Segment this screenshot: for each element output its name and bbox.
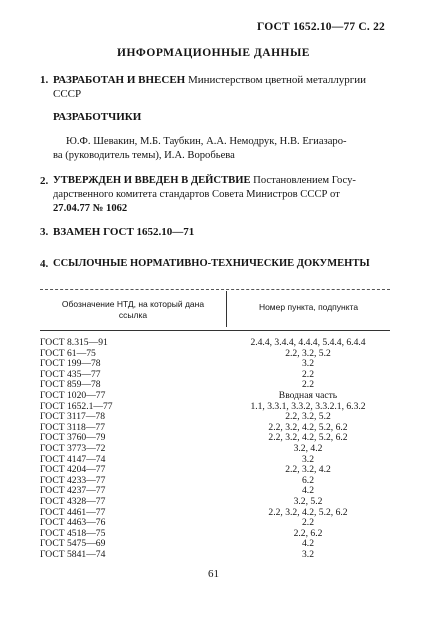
table-body xyxy=(40,338,390,560)
section-3-number: 3. xyxy=(40,226,49,238)
table-cell-document: ГОСТ 3760—79 xyxy=(40,432,106,444)
table-cell-document: ГОСТ 4147—74 xyxy=(40,453,106,465)
table-cell-clauses: 2.2, 3.2, 5.2 xyxy=(285,347,331,359)
table-header-rule xyxy=(40,330,390,331)
table-cell-clauses: 6.2 xyxy=(302,474,314,486)
table-cell-clauses: 2.2, 3.2, 4.2 xyxy=(285,464,331,476)
table-cell-document: ГОСТ 435—77 xyxy=(40,368,101,380)
table-cell-clauses: 3.2 xyxy=(302,453,314,465)
section-1-number: 1. xyxy=(40,74,49,86)
table-cell-document: ГОСТ 4463—76 xyxy=(40,517,106,529)
table-header-document xyxy=(40,299,226,321)
table-cell-document: ГОСТ 61—75 xyxy=(40,347,96,359)
table-cell-document: ГОСТ 859—78 xyxy=(40,379,101,391)
section-2-text-line3: 27.04.77 № 1062 xyxy=(53,203,128,214)
page-number: 61 xyxy=(208,568,219,580)
section-2-number: 2. xyxy=(40,175,49,187)
table-row xyxy=(40,444,390,455)
section-1-caption: РАЗРАБОТАН И ВНЕСЕН xyxy=(53,74,186,86)
table-cell-clauses: 3.2, 4.2 xyxy=(293,442,323,454)
table-header-document-line-2: ссылка xyxy=(118,310,148,320)
table-cell-clauses: 4.2 xyxy=(302,538,314,550)
table-cell-clauses: 2.2, 3.2, 4.2, 5.2, 6.2 xyxy=(268,432,348,444)
table-cell-document: ГОСТ 3117—78 xyxy=(40,411,106,423)
section-1-text: Министерством цветной металлургии xyxy=(185,74,367,86)
table-row xyxy=(40,497,390,508)
table-cell-document: ГОСТ 4461—77 xyxy=(40,506,106,518)
table-row xyxy=(40,338,390,349)
table-cell-document: ГОСТ 4328—77 xyxy=(40,495,106,507)
table-cell-clauses: 1.1, 3.3.1, 3.3.2, 3.3.2.1, 6.3.2 xyxy=(250,400,366,412)
table-cell-clauses: 2.2, 3.2, 5.2 xyxy=(285,411,331,423)
table-cell-document: ГОСТ 1020—77 xyxy=(40,389,106,401)
table-cell-clauses: 2.2 xyxy=(302,517,314,529)
table-cell-document: ГОСТ 4237—77 xyxy=(40,485,106,497)
table-cell-clauses: Вводная часть xyxy=(278,389,338,401)
table-cell-clauses: 2.2 xyxy=(302,368,314,380)
developers-caption: РАЗРАБОТЧИКИ xyxy=(53,111,142,123)
section-1-text-line2: СССР xyxy=(53,88,82,100)
table-row xyxy=(40,550,390,561)
section-3-caption: ВЗАМЕН ГОСТ 1652.10—71 xyxy=(53,226,195,238)
page-title: ИНФОРМАЦИОННЫЕ ДАННЫЕ xyxy=(117,47,310,59)
table-header-document-line-1: Обозначение НТД, на который дана xyxy=(61,299,205,309)
table-cell-clauses: 3.2 xyxy=(302,358,314,370)
developers-line-1: Ю.Ф. Шевакин, М.Б. Таубкин, А.А. Немодрук, Н.В. Егиазаро- xyxy=(66,136,347,147)
table-header-clause: Номер пункта, подпункта xyxy=(258,302,359,312)
section-2-text-line2: дарственного комитета стандартов Совета Министров СССР от xyxy=(53,189,340,200)
table-cell-clauses: 4.2 xyxy=(302,485,314,497)
section-2-text: Постановлением Госу- xyxy=(250,175,356,186)
table-cell-document: ГОСТ 199—78 xyxy=(40,358,101,370)
section-4-number: 4. xyxy=(40,258,49,270)
table-top-rule xyxy=(40,289,390,290)
table-cell-clauses: 2.2, 6.2 xyxy=(293,527,323,539)
table-cell-document: ГОСТ 4518—75 xyxy=(40,527,106,539)
section-2-caption: УТВЕРЖДЕН И ВВЕДЕН В ДЕЙСТВИЕ xyxy=(53,175,251,186)
page-header: ГОСТ 1652.10—77 С. 22 xyxy=(257,21,385,33)
table-cell-clauses: 2.2, 3.2, 4.2, 5.2, 6.2 xyxy=(268,506,348,518)
table-row xyxy=(40,391,390,402)
section-4-caption: ССЫЛОЧНЫЕ НОРМАТИВНО-ТЕХНИЧЕСКИЕ ДОКУМЕНТЫ xyxy=(53,258,370,269)
table-cell-document: ГОСТ 3118—77 xyxy=(40,421,106,433)
table-cell-document: ГОСТ 8.315—91 xyxy=(40,337,108,348)
table-cell-clauses: 2.2, 3.2, 4.2, 5.2, 6.2 xyxy=(268,421,348,433)
table-cell-document: ГОСТ 1652.1—77 xyxy=(40,400,113,412)
table-cell-document: ГОСТ 4233—77 xyxy=(40,474,106,486)
table-cell-document: ГОСТ 3773—72 xyxy=(40,442,106,454)
table-cell-clauses: 3.2, 5.2 xyxy=(293,495,323,507)
table-cell-clauses: 3.2 xyxy=(302,548,314,560)
table-cell-document: ГОСТ 5841—74 xyxy=(40,548,106,560)
table-cell-document: ГОСТ 5475—69 xyxy=(40,538,106,550)
developers-line-2: ва (руководитель темы), И.А. Воробьева xyxy=(53,150,235,161)
table-cell-document: ГОСТ 4204—77 xyxy=(40,464,106,476)
table-cell-clauses: 2.4.4, 3.4.4, 4.4.4, 5.4.4, 6.4.4 xyxy=(250,337,366,348)
table-cell-clauses: 2.2 xyxy=(302,379,314,391)
